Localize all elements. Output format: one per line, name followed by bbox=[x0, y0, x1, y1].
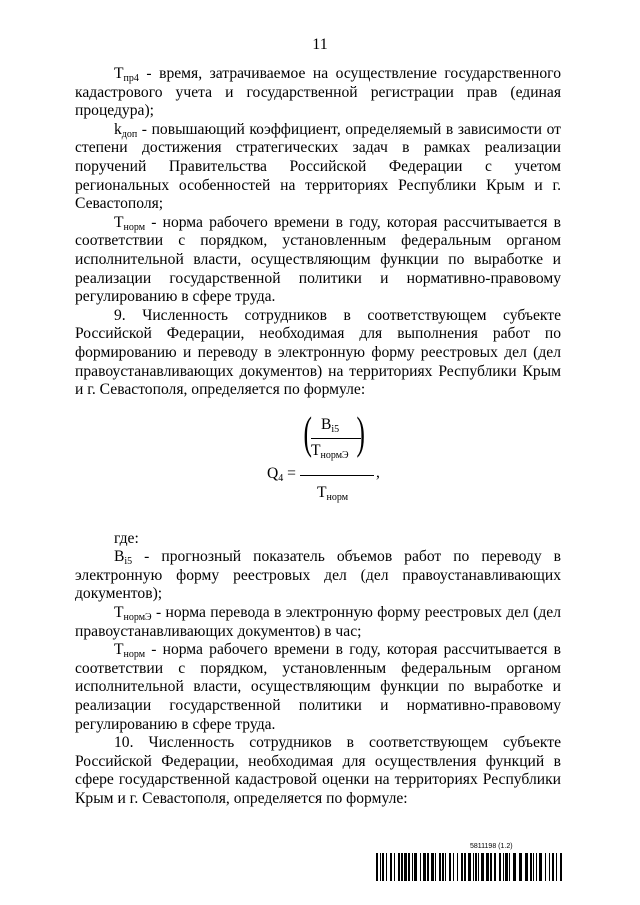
barcode-image bbox=[376, 853, 562, 881]
where-label: где: bbox=[114, 529, 139, 547]
document-footer bbox=[376, 843, 562, 883]
symbol-subscript: пр4 bbox=[123, 73, 139, 84]
symbol-subscript: нормЭ bbox=[123, 612, 152, 624]
main-fraction-line bbox=[300, 475, 374, 476]
paragraph-text: - норма перевода в электронную форму реестровых дел (дел правоустанавливающих документов) в час; bbox=[75, 604, 561, 640]
paragraph-text: - норма рабочего времени в году, которая рассчитывается в соответствии с порядком, установленным федеральным органом исполнительной власти, осуществляющим функции по выработке и реализации государственной политики и нормативно-правовому регулированию в сфере труда. bbox=[75, 213, 561, 306]
paragraph-t-norm-2 bbox=[75, 641, 561, 734]
document-number: 5811198 (1.2) bbox=[470, 843, 513, 850]
inner-numerator-symbol: B bbox=[321, 415, 332, 433]
symbol: T bbox=[114, 213, 124, 231]
document-body bbox=[75, 65, 561, 809]
paragraph-k-dop bbox=[75, 121, 561, 214]
paragraph-t-pr4 bbox=[75, 65, 561, 121]
symbol-subscript: i5 bbox=[124, 556, 133, 568]
formula-trailing-comma: , bbox=[376, 463, 380, 481]
left-parenthesis: ( bbox=[303, 406, 312, 458]
paragraph-item-10: 10. Численность сотрудников в соответствующем субъекте Российской Федерации, необходимая для осуществления функций в сфере государственной кадастровой оценки на территориях Республики Крым и г. Севастополя, определяется по формуле: bbox=[75, 734, 561, 807]
paragraph-text: - повышающий коэффициент, определяемый в зависимости от степени достижения стратегических задач в рамках реализации поручений Правительства Российской Федерации с учетом региональных особенностей на территориях Республики Крым и г. Севастополя; bbox=[75, 120, 561, 213]
formula-lhs bbox=[267, 465, 296, 483]
paragraph-t-norm bbox=[75, 214, 561, 307]
formula-inner-numerator bbox=[321, 416, 339, 434]
paragraph-item-9: 9. Численность сотрудников в соответствующем субъекте Российской Федерации, необходимая для выполнения работ по формированию и переводу в электронную форму реестровых дел (дел правоустанавливающих документов) на территориях Республики Крым и г. Севастополя, определяется по формуле: bbox=[75, 306, 561, 399]
inner-fraction-line bbox=[311, 438, 361, 439]
inner-denominator-subscript: нормЭ bbox=[320, 449, 349, 461]
formula-denominator bbox=[317, 484, 348, 502]
paragraph-text: - время, затрачиваемое на осуществление государственного кадастрового учета и государственной регистрации прав (единая процедура); bbox=[75, 65, 561, 120]
symbol: T bbox=[114, 65, 124, 82]
inner-denominator-symbol: T bbox=[311, 441, 321, 459]
inner-numerator-subscript: i5 bbox=[331, 423, 340, 435]
paragraph-text: - норма рабочего времени в году, которая рассчитывается в соответствии с порядком, установленным федеральным органом исполнительной власти, осуществляющим функции по выработке и реализации государственной политики и нормативно-правовому регулированию в сфере труда. bbox=[75, 641, 561, 733]
page-number: 11 bbox=[312, 36, 328, 53]
paragraph-t-normE bbox=[75, 604, 561, 641]
symbol-subscript: норм bbox=[123, 649, 146, 661]
symbol-subscript: доп bbox=[121, 128, 138, 140]
formula-lhs-subscript: 4 bbox=[278, 472, 284, 484]
denominator-subscript: норм bbox=[326, 491, 349, 503]
formula-q4 bbox=[75, 406, 561, 513]
symbol: B bbox=[114, 548, 125, 566]
formula-lhs-symbol: Q bbox=[267, 464, 279, 482]
formula-equals: = bbox=[283, 464, 296, 482]
paragraph-b-i5 bbox=[75, 548, 561, 604]
right-parenthesis: ) bbox=[356, 406, 365, 458]
denominator-symbol: T bbox=[317, 483, 327, 501]
formula-inner-denominator bbox=[311, 442, 349, 460]
symbol: k bbox=[114, 120, 122, 138]
symbol: T bbox=[114, 604, 124, 622]
symbol: T bbox=[114, 641, 124, 659]
paragraph-text: - прогнозный показатель объемов работ по переводу в электронную форму реестровых дел (дел правоустанавливающих документов); bbox=[75, 548, 561, 603]
symbol-subscript: норм bbox=[123, 221, 146, 233]
